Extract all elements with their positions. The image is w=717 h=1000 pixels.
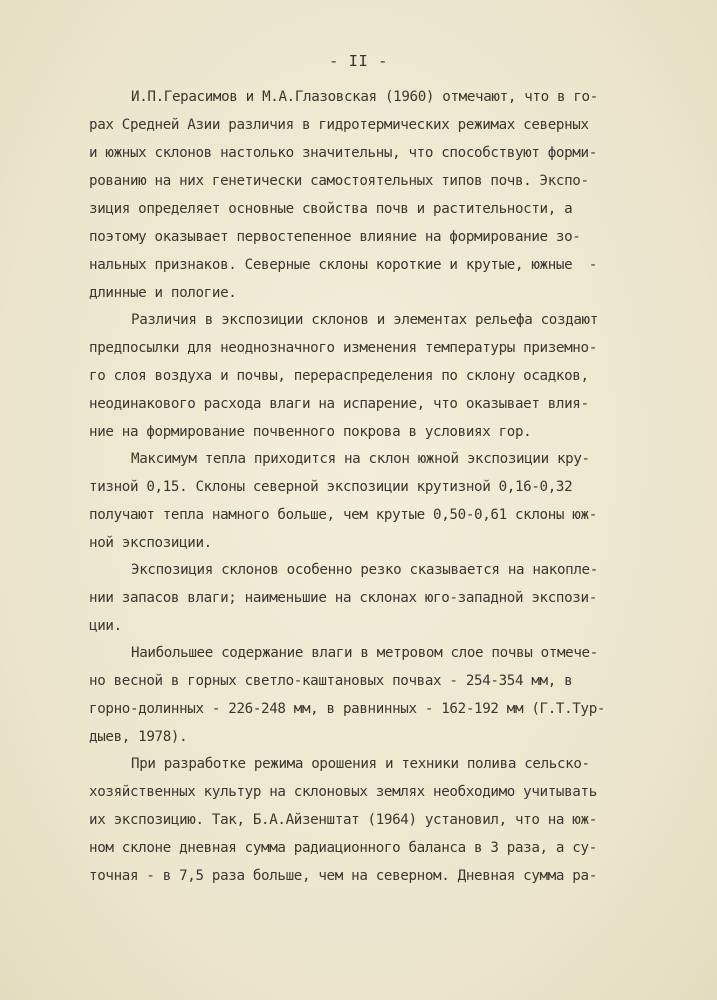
text-line: нии запасов влаги; наименьшие на склонах юго-западной экспози- <box>89 590 597 606</box>
text-line: и южных склонов настолько значительны, что способствуют форми- <box>89 145 597 161</box>
text-line: предпосылки для неоднозначного изменения температуры приземно- <box>89 340 597 356</box>
text-line: дыев, 1978). <box>89 729 188 745</box>
text-line: зиция определяет основные свойства почв и растительности, а <box>89 201 573 217</box>
text-line: тизной 0,15. Склоны северной экспозиции крутизной 0,16-0,32 <box>89 479 573 495</box>
text-line: их экспозицию. Так, Б.А.Айзенштат (1964) установил, что на юж- <box>89 812 597 828</box>
text-line: Максимум тепла приходится на склон южной экспозиции кру- <box>131 451 590 467</box>
text-line: рованию на них генетически самостоятельных типов почв. Экспо- <box>89 173 589 189</box>
text-line: неодинакового расхода влаги на испарение, что оказывает влия- <box>89 396 589 412</box>
text-line: ной экспозиции. <box>89 535 212 551</box>
text-line: ном склоне дневная сумма радиационного баланса в 3 раза, а су- <box>89 840 597 856</box>
text-line: нальных признаков. Северные склоны короткие и крутые, южные - <box>89 257 597 273</box>
text-line: Различия в экспозиции склонов и элементах рельефа создают <box>131 312 598 328</box>
text-line: но весной в горных светло-каштановых почвах - 254-354 мм, в <box>89 673 573 689</box>
text-line: рах Средней Азии различия в гидротермических режимах северных <box>89 117 589 133</box>
text-line: точная - в 7,5 раза больше, чем на северном. Дневная сумма ра- <box>89 868 597 884</box>
text-line: Экспозиция склонов особенно резко сказывается на накопле- <box>131 562 598 578</box>
text-line: хозяйственных культур на склоновых землях необходимо учитывать <box>89 784 597 800</box>
text-line: И.П.Герасимов и М.А.Глазовская (1960) отмечают, что в го- <box>131 89 598 105</box>
page-number: - II - <box>329 52 388 70</box>
text-line: длинные и пологие. <box>89 285 237 301</box>
text-line: ние на формирование почвенного покрова в условиях гор. <box>89 424 532 440</box>
text-line: поэтому оказывает первостепенное влияние на формирование зо- <box>89 229 581 245</box>
text-line: горно-долинных - 226-248 мм, в равнинных - 162-192 мм (Г.Т.Тур- <box>89 701 606 717</box>
text-line: Наибольшее содержание влаги в метровом слое почвы отмече- <box>131 645 598 661</box>
text-line: ции. <box>89 618 122 634</box>
text-line: При разработке режима орошения и техники полива сельско- <box>131 756 590 772</box>
text-line: го слоя воздуха и почвы, перераспределения по склону осадков, <box>89 368 589 384</box>
text-line: получают тепла намного больше, чем крутые 0,50-0,61 склоны юж- <box>89 507 597 523</box>
